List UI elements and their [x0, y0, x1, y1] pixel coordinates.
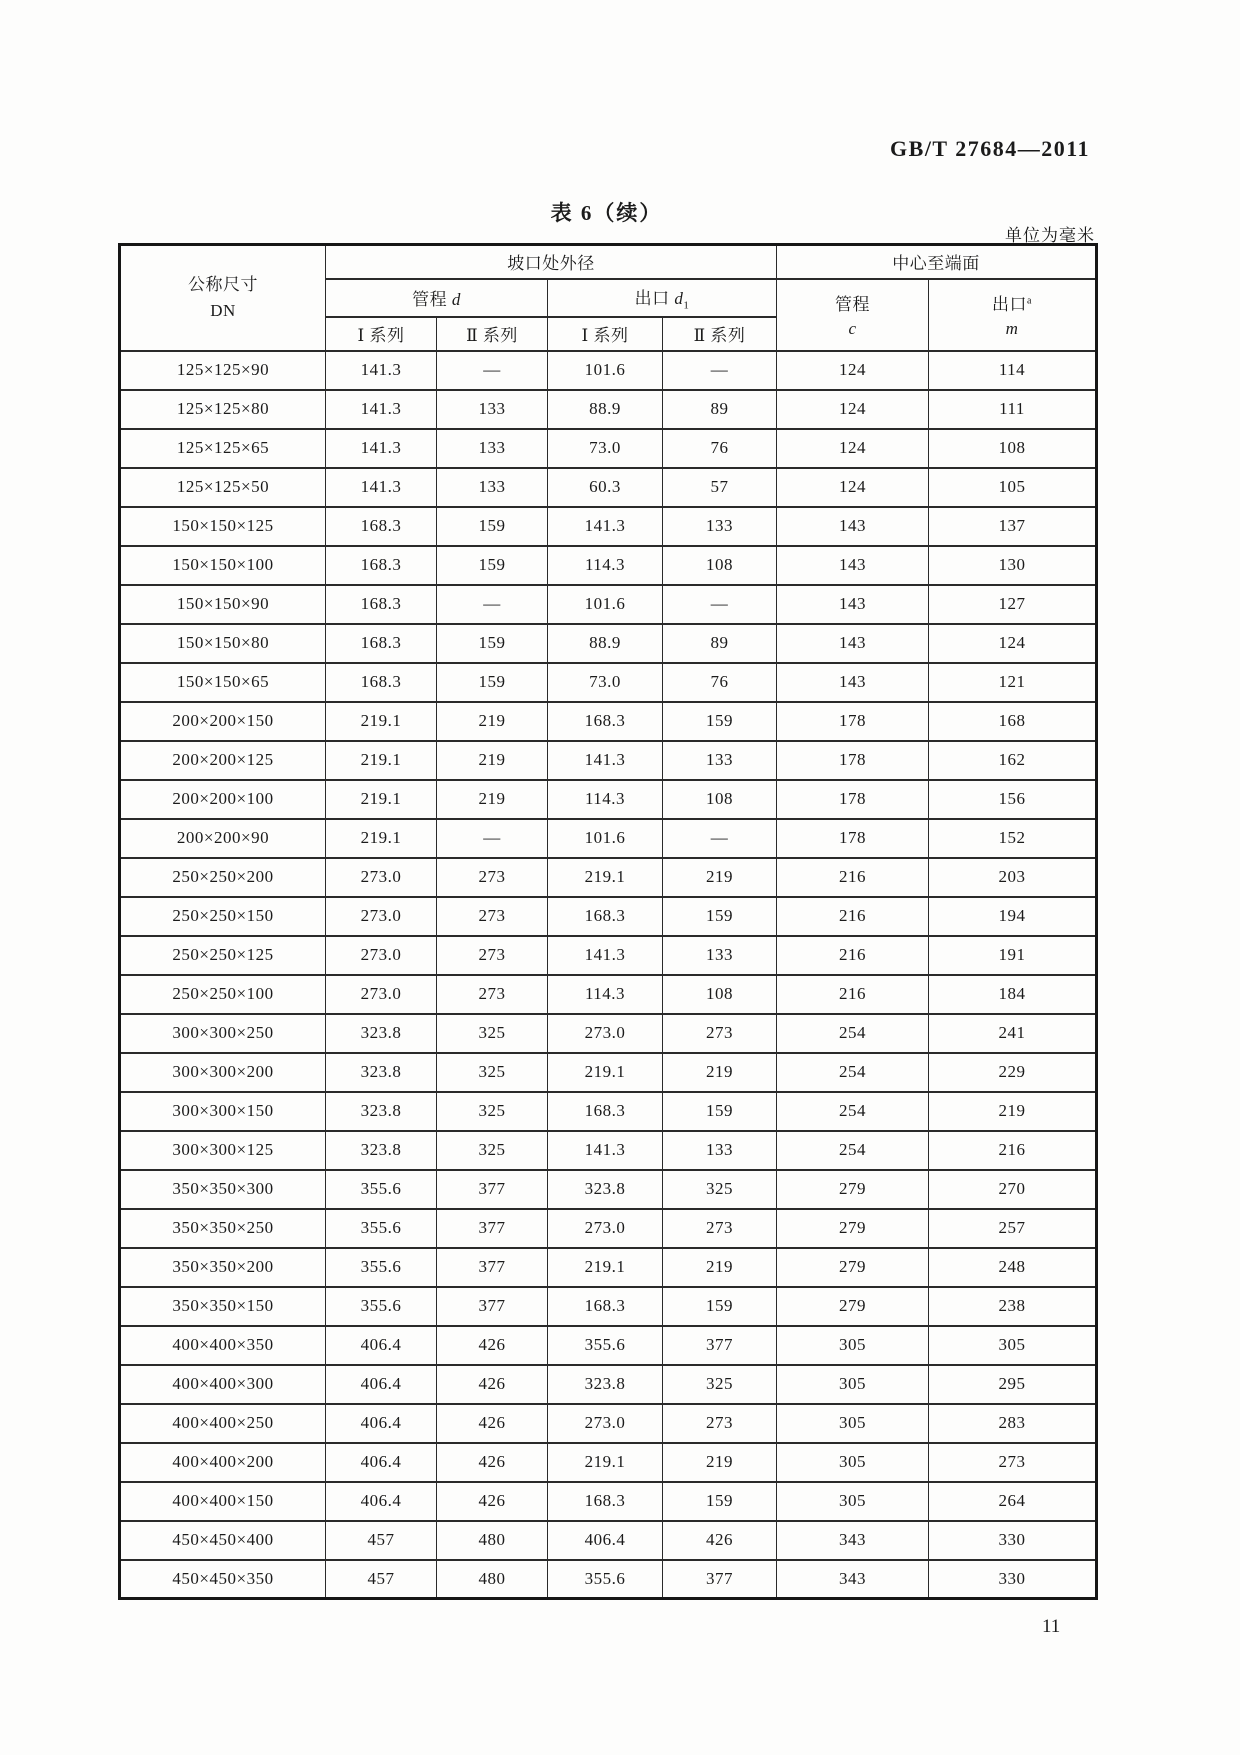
value-cell: 159	[663, 897, 777, 936]
dimension-table	[118, 243, 1098, 1600]
table-row	[120, 780, 1097, 819]
value-cell: 178	[777, 819, 929, 858]
value-cell: 406.4	[326, 1404, 437, 1443]
value-cell: 133	[437, 429, 548, 468]
value-cell: 305	[777, 1404, 929, 1443]
value-cell: 457	[326, 1560, 437, 1599]
value-cell: 168.3	[326, 546, 437, 585]
value-cell: 168.3	[326, 663, 437, 702]
table-header	[120, 245, 1097, 351]
value-cell: 141.3	[548, 507, 663, 546]
value-cell: 254	[777, 1131, 929, 1170]
header-outlet-m-var: m	[1005, 319, 1019, 338]
value-cell: 273	[437, 936, 548, 975]
value-cell: 88.9	[548, 390, 663, 429]
value-cell: 273.0	[326, 897, 437, 936]
value-cell: 114.3	[548, 546, 663, 585]
value-cell: 143	[777, 507, 929, 546]
value-cell: 121	[929, 663, 1097, 702]
value-cell: 273	[663, 1014, 777, 1053]
value-cell: 426	[663, 1521, 777, 1560]
value-cell: 203	[929, 858, 1097, 897]
value-cell: 219.1	[326, 741, 437, 780]
value-cell: 105	[929, 468, 1097, 507]
value-cell: 159	[437, 546, 548, 585]
value-cell: 159	[663, 1287, 777, 1326]
value-cell: —	[663, 819, 777, 858]
value-cell: —	[437, 819, 548, 858]
dn-cell: 150×150×90	[120, 585, 326, 624]
value-cell: 219	[437, 702, 548, 741]
value-cell: 168.3	[326, 507, 437, 546]
value-cell: 168.3	[548, 897, 663, 936]
value-cell: 426	[437, 1365, 548, 1404]
value-cell: 279	[777, 1248, 929, 1287]
value-cell: 152	[929, 819, 1097, 858]
value-cell: 480	[437, 1560, 548, 1599]
value-cell: 168.3	[548, 1092, 663, 1131]
value-cell: 305	[777, 1482, 929, 1521]
dn-cell: 200×200×90	[120, 819, 326, 858]
value-cell: 305	[777, 1326, 929, 1365]
dn-cell: 300×300×125	[120, 1131, 326, 1170]
header-outlet-m-footnote: a	[1027, 295, 1032, 307]
header-outlet-m	[929, 279, 1097, 351]
header-pipe-run-c-var: c	[848, 319, 857, 338]
value-cell: 216	[777, 936, 929, 975]
value-cell: 426	[437, 1482, 548, 1521]
value-cell: 257	[929, 1209, 1097, 1248]
value-cell: 76	[663, 429, 777, 468]
value-cell: 330	[929, 1560, 1097, 1599]
value-cell: 141.3	[326, 468, 437, 507]
table-row	[120, 858, 1097, 897]
value-cell: 141.3	[326, 390, 437, 429]
value-cell: 184	[929, 975, 1097, 1014]
value-cell: 273.0	[326, 936, 437, 975]
dn-cell: 150×150×100	[120, 546, 326, 585]
value-cell: 355.6	[326, 1170, 437, 1209]
value-cell: 60.3	[548, 468, 663, 507]
value-cell: 156	[929, 780, 1097, 819]
value-cell: 216	[777, 975, 929, 1014]
value-cell: 219	[663, 1053, 777, 1092]
value-cell: 219.1	[326, 819, 437, 858]
value-cell: 89	[663, 624, 777, 663]
table-row	[120, 1521, 1097, 1560]
value-cell: 143	[777, 546, 929, 585]
dn-cell: 450×450×400	[120, 1521, 326, 1560]
table-row	[120, 624, 1097, 663]
value-cell: 137	[929, 507, 1097, 546]
value-cell: 323.8	[326, 1014, 437, 1053]
value-cell: 133	[437, 468, 548, 507]
value-cell: 219.1	[326, 780, 437, 819]
value-cell: 141.3	[548, 741, 663, 780]
value-cell: 305	[777, 1443, 929, 1482]
dn-cell: 350×350×300	[120, 1170, 326, 1209]
value-cell: 124	[777, 390, 929, 429]
value-cell: 355.6	[326, 1248, 437, 1287]
value-cell: 219.1	[548, 1053, 663, 1092]
dn-cell: 150×150×125	[120, 507, 326, 546]
value-cell: 279	[777, 1170, 929, 1209]
value-cell: 168.3	[326, 624, 437, 663]
value-cell: 108	[663, 546, 777, 585]
standard-number: GB/T 27684—2011	[890, 136, 1090, 161]
value-cell: 254	[777, 1092, 929, 1131]
value-cell: 101.6	[548, 351, 663, 390]
value-cell: 73.0	[548, 429, 663, 468]
value-cell: 219	[437, 741, 548, 780]
dn-cell: 125×125×50	[120, 468, 326, 507]
table-row	[120, 663, 1097, 702]
table-row	[120, 507, 1097, 546]
dn-cell: 350×350×250	[120, 1209, 326, 1248]
header-nominal-size	[120, 245, 326, 351]
value-cell: 219	[663, 1248, 777, 1287]
value-cell: 219	[437, 780, 548, 819]
value-cell: 406.4	[326, 1482, 437, 1521]
table-row	[120, 936, 1097, 975]
value-cell: 377	[437, 1209, 548, 1248]
value-cell: 323.8	[548, 1365, 663, 1404]
value-cell: 124	[777, 468, 929, 507]
value-cell: 406.4	[326, 1443, 437, 1482]
value-cell: 108	[663, 975, 777, 1014]
table-row	[120, 390, 1097, 429]
value-cell: 273	[437, 897, 548, 936]
value-cell: 264	[929, 1482, 1097, 1521]
dn-cell: 250×250×150	[120, 897, 326, 936]
dn-cell: 350×350×150	[120, 1287, 326, 1326]
value-cell: 457	[326, 1521, 437, 1560]
header-pipe-run-c-label: 管程	[835, 295, 870, 314]
value-cell: —	[663, 585, 777, 624]
value-cell: 216	[777, 897, 929, 936]
value-cell: 133	[663, 1131, 777, 1170]
value-cell: 238	[929, 1287, 1097, 1326]
header-outlet-d1-label: 出口	[634, 288, 670, 308]
value-cell: 248	[929, 1248, 1097, 1287]
value-cell: 270	[929, 1170, 1097, 1209]
value-cell: 168.3	[548, 702, 663, 741]
table-row	[120, 1092, 1097, 1131]
table-row	[120, 975, 1097, 1014]
dn-cell: 300×300×250	[120, 1014, 326, 1053]
value-cell: 254	[777, 1014, 929, 1053]
value-cell: 114.3	[548, 780, 663, 819]
value-cell: 133	[437, 390, 548, 429]
table-row	[120, 819, 1097, 858]
value-cell: 273.0	[548, 1014, 663, 1053]
value-cell: 273.0	[548, 1404, 663, 1443]
value-cell: 216	[929, 1131, 1097, 1170]
value-cell: 273	[663, 1209, 777, 1248]
value-cell: 191	[929, 936, 1097, 975]
value-cell: 143	[777, 585, 929, 624]
dn-cell: 150×150×80	[120, 624, 326, 663]
value-cell: 325	[437, 1092, 548, 1131]
header-outlet-d1-var: d	[674, 288, 684, 308]
value-cell: 219.1	[548, 858, 663, 897]
value-cell: 343	[777, 1521, 929, 1560]
value-cell: 141.3	[548, 1131, 663, 1170]
value-cell: 124	[777, 351, 929, 390]
header-series-2-outlet: Ⅱ 系列	[663, 317, 777, 351]
table-body	[120, 351, 1097, 1599]
table-row	[120, 1287, 1097, 1326]
value-cell: 241	[929, 1014, 1097, 1053]
value-cell: 426	[437, 1326, 548, 1365]
header-pipe-run-d	[326, 279, 548, 317]
value-cell: 377	[437, 1287, 548, 1326]
table-row	[120, 351, 1097, 390]
dn-cell: 125×125×90	[120, 351, 326, 390]
dn-cell: 300×300×150	[120, 1092, 326, 1131]
value-cell: 159	[663, 1092, 777, 1131]
value-cell: 133	[663, 507, 777, 546]
dn-cell: 450×450×350	[120, 1560, 326, 1599]
value-cell: 88.9	[548, 624, 663, 663]
value-cell: 159	[663, 1482, 777, 1521]
value-cell: 406.4	[326, 1365, 437, 1404]
header-pipe-run-c	[777, 279, 929, 351]
value-cell: 377	[437, 1170, 548, 1209]
value-cell: 159	[437, 507, 548, 546]
table-row	[120, 897, 1097, 936]
table-row	[120, 1560, 1097, 1599]
value-cell: 305	[929, 1326, 1097, 1365]
header-center-to-end: 中心至端面	[777, 245, 1097, 279]
header-groove-outer-diameter: 坡口处外径	[326, 245, 777, 279]
value-cell: 216	[777, 858, 929, 897]
value-cell: 143	[777, 663, 929, 702]
value-cell: 101.6	[548, 585, 663, 624]
dn-cell: 400×400×150	[120, 1482, 326, 1521]
header-pipe-run-d-var: d	[451, 290, 461, 309]
value-cell: 76	[663, 663, 777, 702]
value-cell: 254	[777, 1053, 929, 1092]
value-cell: 355.6	[548, 1326, 663, 1365]
table-row	[120, 1326, 1097, 1365]
value-cell: 426	[437, 1404, 548, 1443]
value-cell: 159	[663, 702, 777, 741]
value-cell: 273.0	[548, 1209, 663, 1248]
value-cell: 377	[663, 1560, 777, 1599]
dn-cell: 400×400×350	[120, 1326, 326, 1365]
table-title: 表 6（续）	[550, 201, 663, 225]
value-cell: 141.3	[326, 351, 437, 390]
value-cell: 141.3	[326, 429, 437, 468]
value-cell: 162	[929, 741, 1097, 780]
value-cell: 273.0	[326, 975, 437, 1014]
dn-cell: 150×150×65	[120, 663, 326, 702]
header-pipe-run-d-label: 管程	[412, 290, 448, 309]
value-cell: 355.6	[326, 1209, 437, 1248]
header-outlet-d1-subscript: 1	[683, 299, 690, 312]
value-cell: 323.8	[326, 1092, 437, 1131]
value-cell: 406.4	[326, 1326, 437, 1365]
value-cell: 279	[777, 1287, 929, 1326]
value-cell: 114.3	[548, 975, 663, 1014]
value-cell: 325	[663, 1170, 777, 1209]
value-cell: —	[437, 351, 548, 390]
value-cell: 330	[929, 1521, 1097, 1560]
dn-cell: 350×350×200	[120, 1248, 326, 1287]
table-row	[120, 741, 1097, 780]
value-cell: 283	[929, 1404, 1097, 1443]
value-cell: 219	[663, 858, 777, 897]
header-nominal-size-cn: 公称尺寸	[188, 275, 258, 295]
dn-cell: 200×200×125	[120, 741, 326, 780]
header-outlet-d1	[548, 279, 777, 317]
dn-cell: 125×125×80	[120, 390, 326, 429]
table-row	[120, 1482, 1097, 1521]
header-outlet-m-label: 出口	[992, 295, 1028, 314]
value-cell: 141.3	[548, 936, 663, 975]
dn-cell: 400×400×250	[120, 1404, 326, 1443]
value-cell: 168.3	[548, 1482, 663, 1521]
table-row	[120, 468, 1097, 507]
dn-cell: 300×300×200	[120, 1053, 326, 1092]
value-cell: 178	[777, 702, 929, 741]
table-row	[120, 1014, 1097, 1053]
value-cell: 355.6	[548, 1560, 663, 1599]
value-cell: 108	[929, 429, 1097, 468]
header-series-2-pipe: Ⅱ 系列	[437, 317, 548, 351]
value-cell: 111	[929, 390, 1097, 429]
value-cell: 325	[437, 1053, 548, 1092]
value-cell: 325	[663, 1365, 777, 1404]
value-cell: 143	[777, 624, 929, 663]
value-cell: 108	[663, 780, 777, 819]
value-cell: 133	[663, 936, 777, 975]
table-row	[120, 1209, 1097, 1248]
value-cell: 273	[929, 1443, 1097, 1482]
unit-note: 单位为毫米	[1005, 226, 1095, 245]
header-series-1-outlet: Ⅰ 系列	[548, 317, 663, 351]
value-cell: 101.6	[548, 819, 663, 858]
dn-cell: 250×250×125	[120, 936, 326, 975]
table-row	[120, 1443, 1097, 1482]
value-cell: 273	[663, 1404, 777, 1443]
value-cell: 124	[929, 624, 1097, 663]
value-cell: 406.4	[548, 1521, 663, 1560]
table-row	[120, 1053, 1097, 1092]
table-row	[120, 1170, 1097, 1209]
header-series-1-pipe: Ⅰ 系列	[326, 317, 437, 351]
dn-cell: 250×250×200	[120, 858, 326, 897]
value-cell: 168.3	[548, 1287, 663, 1326]
value-cell: 279	[777, 1209, 929, 1248]
value-cell: 377	[663, 1326, 777, 1365]
table-row	[120, 702, 1097, 741]
value-cell: 194	[929, 897, 1097, 936]
value-cell: 57	[663, 468, 777, 507]
value-cell: 219.1	[548, 1248, 663, 1287]
value-cell: 89	[663, 390, 777, 429]
table-row	[120, 546, 1097, 585]
table-row	[120, 1404, 1097, 1443]
value-cell: 273	[437, 975, 548, 1014]
dn-cell: 125×125×65	[120, 429, 326, 468]
value-cell: 305	[777, 1365, 929, 1404]
value-cell: 377	[437, 1248, 548, 1287]
value-cell: 168	[929, 702, 1097, 741]
value-cell: 130	[929, 546, 1097, 585]
page-number: 11	[1042, 1616, 1061, 1637]
value-cell: 273	[437, 858, 548, 897]
value-cell: 133	[663, 741, 777, 780]
value-cell: —	[663, 351, 777, 390]
dn-cell: 200×200×100	[120, 780, 326, 819]
value-cell: 219.1	[548, 1443, 663, 1482]
value-cell: 127	[929, 585, 1097, 624]
value-cell: 159	[437, 663, 548, 702]
table-row	[120, 429, 1097, 468]
value-cell: —	[437, 585, 548, 624]
value-cell: 124	[777, 429, 929, 468]
value-cell: 323.8	[326, 1053, 437, 1092]
value-cell: 480	[437, 1521, 548, 1560]
dn-cell: 250×250×100	[120, 975, 326, 1014]
value-cell: 229	[929, 1053, 1097, 1092]
value-cell: 168.3	[326, 585, 437, 624]
value-cell: 159	[437, 624, 548, 663]
dn-cell: 400×400×200	[120, 1443, 326, 1482]
value-cell: 323.8	[548, 1170, 663, 1209]
value-cell: 343	[777, 1560, 929, 1599]
value-cell: 219.1	[326, 702, 437, 741]
value-cell: 178	[777, 741, 929, 780]
value-cell: 219	[929, 1092, 1097, 1131]
value-cell: 114	[929, 351, 1097, 390]
table-row	[120, 1248, 1097, 1287]
value-cell: 325	[437, 1014, 548, 1053]
dn-cell: 200×200×150	[120, 702, 326, 741]
dn-cell: 400×400×300	[120, 1365, 326, 1404]
header-nominal-size-dn: DN	[210, 300, 236, 320]
table-row	[120, 1131, 1097, 1170]
value-cell: 219	[663, 1443, 777, 1482]
value-cell: 426	[437, 1443, 548, 1482]
value-cell: 73.0	[548, 663, 663, 702]
value-cell: 273.0	[326, 858, 437, 897]
table-row	[120, 585, 1097, 624]
value-cell: 295	[929, 1365, 1097, 1404]
value-cell: 355.6	[326, 1287, 437, 1326]
value-cell: 178	[777, 780, 929, 819]
value-cell: 325	[437, 1131, 548, 1170]
table-row	[120, 1365, 1097, 1404]
value-cell: 323.8	[326, 1131, 437, 1170]
